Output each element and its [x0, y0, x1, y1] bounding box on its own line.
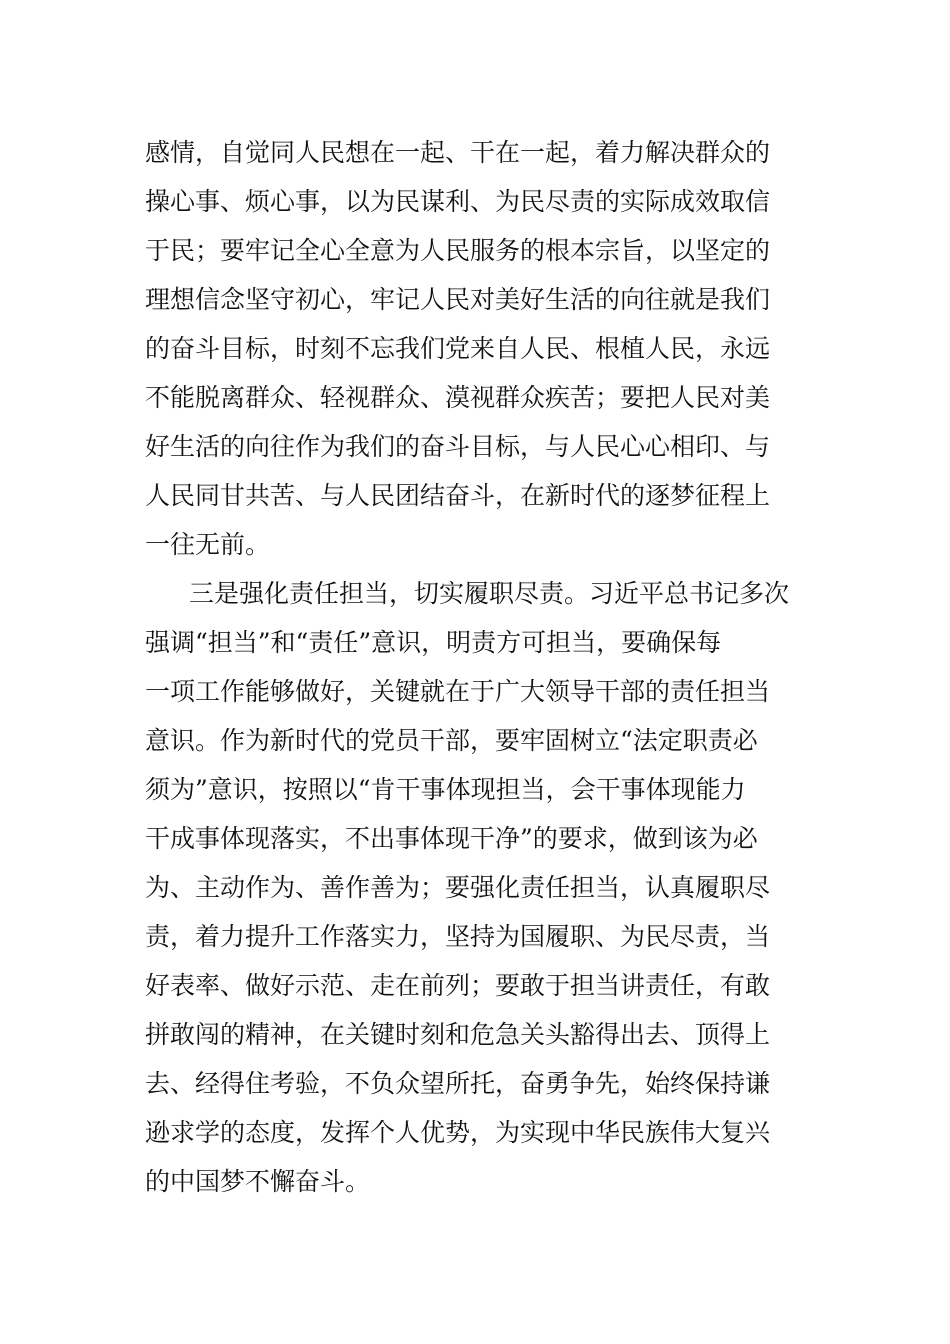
text-line: 去、经得住考验，不负众望所托，奋勇争先，始终保持谦 — [145, 1069, 771, 1098]
text-line: 强调“担当”和“责任”意识，明责方可担当，要确保每 — [145, 628, 722, 657]
text-line: 拼敢闯的精神，在关键时刻和危急关头豁得出去、顶得上 — [145, 1020, 771, 1049]
text-line: 不能脱离群众、轻视群众、漠视群众疾苦；要把人民对美 — [145, 383, 771, 412]
text-line: 一项工作能够做好，关键就在于广大领导干部的责任担当 — [145, 677, 771, 706]
document-body — [145, 128, 815, 1206]
paragraph-responsibility — [145, 569, 815, 1206]
text-line: 的奋斗目标，时刻不忘我们党来自人民、根植人民，永远 — [145, 334, 771, 363]
text-line: 人民同甘共苦、与人民团结奋斗，在新时代的逐梦征程上 — [145, 481, 771, 510]
text-line: 责，着力提升工作落实力，坚持为国履职、为民尽责，当 — [145, 922, 771, 951]
text-line: 的中国梦不懈奋斗。 — [145, 1167, 371, 1196]
text-line: 一往无前。 — [145, 530, 271, 559]
text-line: 好生活的向往作为我们的奋斗目标，与人民心心相印、与 — [145, 432, 771, 461]
text-line: 干成事体现落实，不出事体现干净”的要求，做到该为必 — [145, 824, 758, 853]
text-line: 须为”意识，按照以“肯干事体现担当，会干事体现能力 — [145, 775, 746, 804]
text-line: 为、主动作为、善作善为；要强化责任担当，认真履职尽 — [145, 873, 771, 902]
text-line: 三是强化责任担当，切实履职尽责。习近平总书记多次 — [189, 579, 790, 608]
text-line: 意识。作为新时代的党员干部，要牢固树立“法定职责必 — [145, 726, 758, 755]
text-line: 好表率、做好示范、走在前列；要敢于担当讲责任，有敢 — [145, 971, 771, 1000]
text-line: 逊求学的态度，发挥个人优势，为实现中华民族伟大复兴 — [145, 1118, 771, 1147]
text-line: 于民；要牢记全心全意为人民服务的根本宗旨，以坚定的 — [145, 236, 771, 265]
text-line: 操心事、烦心事，以为民谋利、为民尽责的实际成效取信 — [145, 187, 771, 216]
paragraph-continuation — [145, 128, 815, 569]
text-line: 感情，自觉同人民想在一起、干在一起，着力解决群众的 — [145, 138, 771, 167]
text-line: 理想信念坚守初心，牢记人民对美好生活的向往就是我们 — [145, 285, 771, 314]
